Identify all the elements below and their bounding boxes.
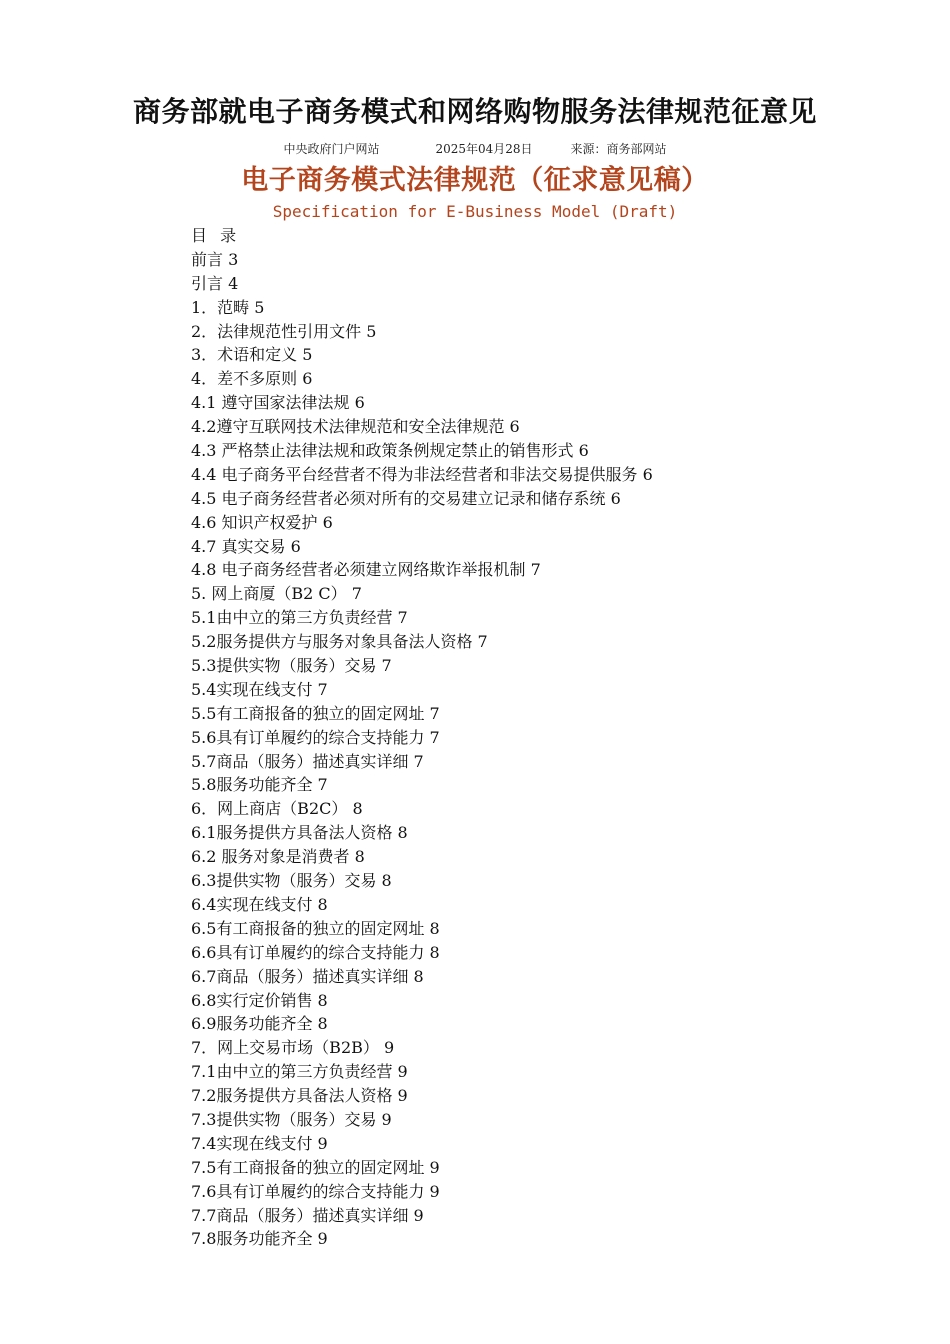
toc-entry: 6.8实行定价销售 8: [191, 990, 328, 1010]
toc-entry: 6.4实现在线支付 8: [191, 894, 328, 914]
toc-entry: 5.7商品（服务）描述真实详细 7: [191, 751, 424, 771]
table-of-contents: [191, 224, 891, 1251]
toc-entry: 前言 3: [191, 249, 239, 269]
toc-entry: 7.7商品（服务）描述真实详细 9: [191, 1205, 424, 1225]
toc-entry: 7.2服务提供方具备法人资格 9: [191, 1086, 408, 1106]
toc-entry: 4.6 知识产权爱护 6: [191, 512, 333, 532]
toc-entry: 4．差不多原则 6: [191, 369, 313, 389]
toc-entry: 4.4 电子商务平台经营者不得为非法经营者和非法交易提供服务 6: [191, 464, 653, 484]
toc-entry: 6.6具有订单履约的综合支持能力 8: [191, 942, 440, 962]
toc-entry: 5.2服务提供方与服务对象具备法人资格 7: [191, 632, 488, 652]
publish-date: 2025年04月28日: [435, 142, 533, 156]
toc-heading: 目 录: [191, 226, 241, 245]
toc-entry: 4.7 真实交易 6: [191, 536, 301, 556]
toc-entry: 6．网上商店（B2C） 8: [191, 799, 363, 819]
toc-entry: 7.1由中立的第三方负责经营 9: [191, 1062, 408, 1082]
toc-entry: 5. 网上商厦（B2 C） 7: [191, 584, 362, 604]
toc-entry: 6.1服务提供方具备法人资格 8: [191, 823, 408, 843]
page-title: 商务部就电子商务模式和网络购物服务法律规范征意见: [132, 95, 817, 128]
toc-entry: 6.7商品（服务）描述真实详细 8: [191, 966, 424, 986]
toc-entry: 5.8服务功能齐全 7: [191, 775, 328, 795]
toc-entry: 6.9服务功能齐全 8: [191, 1014, 328, 1034]
document-subtitle: Specification for E-Business Model (Draft): [272, 202, 678, 221]
toc-entry: 7.8服务功能齐全 9: [191, 1229, 328, 1249]
toc-entry: 4.8 电子商务经营者必须建立网络欺诈举报机制 7: [191, 560, 541, 580]
toc-entry: 7.5有工商报备的独立的固定网址 9: [191, 1157, 440, 1177]
toc-entry: 2．法律规范性引用文件 5: [191, 321, 377, 341]
toc-entry: 1．范畴 5: [191, 297, 265, 317]
source-site: 中央政府门户网站: [283, 142, 380, 156]
origin-source: 来源：商务部网站: [570, 142, 667, 156]
toc-entry: 3．术语和定义 5: [191, 345, 313, 365]
toc-entry: 7.3提供实物（服务）交易 9: [191, 1109, 392, 1129]
toc-entry: 5.4实现在线支付 7: [191, 679, 328, 699]
toc-entry: 7．网上交易市场（B2B） 9: [191, 1038, 395, 1058]
document-title: 电子商务模式法律规范（征求意见稿）: [241, 165, 709, 196]
toc-entry: 5.3提供实物（服务）交易 7: [191, 656, 392, 676]
toc-entry: 4.1 遵守国家法律法规 6: [191, 393, 365, 413]
article-meta: [0, 140, 950, 158]
toc-entry: 6.2 服务对象是消费者 8: [191, 847, 365, 867]
toc-entry: 4.2遵守互联网技术法律规范和安全法律规范 6: [191, 417, 520, 437]
toc-entry: 5.1由中立的第三方负责经营 7: [191, 608, 408, 628]
toc-entry: 7.6具有订单履约的综合支持能力 9: [191, 1181, 440, 1201]
toc-entry: 5.5有工商报备的独立的固定网址 7: [191, 703, 440, 723]
toc-entry: 4.3 严格禁止法律法规和政策条例规定禁止的销售形式 6: [191, 441, 589, 461]
toc-entry: 引言 4: [191, 273, 239, 293]
toc-entry: 5.6具有订单履约的综合支持能力 7: [191, 727, 440, 747]
toc-entry: 7.4实现在线支付 9: [191, 1133, 328, 1153]
toc-entry: 6.5有工商报备的独立的固定网址 8: [191, 918, 440, 938]
toc-entry: 4.5 电子商务经营者必须对所有的交易建立记录和储存系统 6: [191, 488, 621, 508]
toc-entry: 6.3提供实物（服务）交易 8: [191, 871, 392, 891]
